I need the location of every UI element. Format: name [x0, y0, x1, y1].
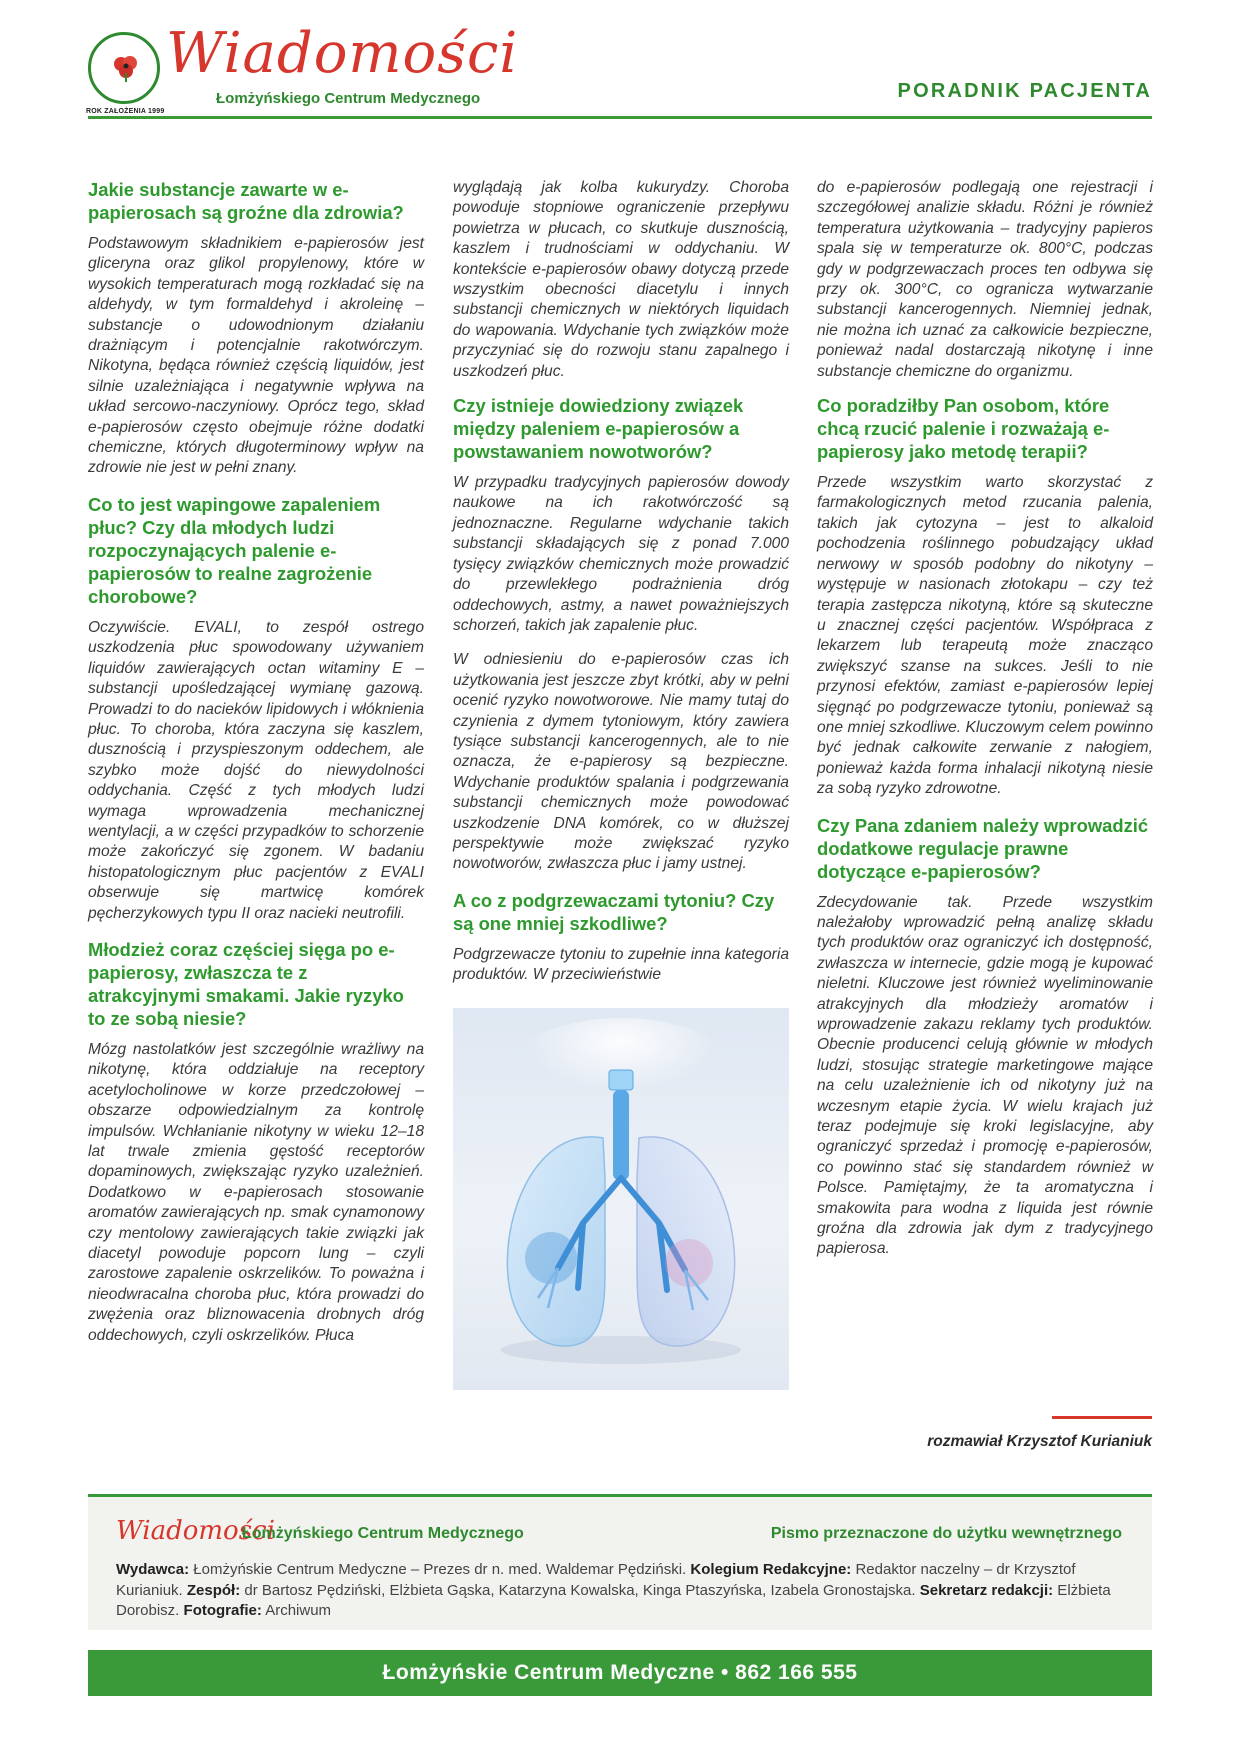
label-photos: Fotografie: [183, 1602, 262, 1619]
answer-paragraph: Przede wszystkim warto skorzystać z farmakologicznych metod rzucania palenia, takich jak cytozyna – jest to alkaloid pochodzenia roślinnego pobudzający układ nerwowy w sposób podobny do nikotyny – występuje w nasionach złotokapu – czy też terapia zastępcza nikotyną, które są skuteczne u znacznej części pacjentów. Współpraca z lekarzem lub terapeutą może znacząco zwiększyć szanse na sukces. Jeśli to nie przynosi efektów, zamiast e-papierosów lepiej sięgnąć po podgrzewacze tytoniu, ponieważ są one mniej szkodliwe. Kluczowym celem powinno być jednak całkowite zerwanie z nałogiem, ponieważ każda forma inhalacji nikotyną niesie za sobą ryzyko zdrowotne. [817, 474, 1153, 798]
column-3 [817, 178, 1153, 1274]
editorial-info [116, 1560, 1124, 1622]
question-heading: Jakie substancje zawarte w e-papierosach są groźne dla zdrowia? [88, 179, 404, 223]
footer-brand-subtitle: Łomżyńskiego Centrum Medycznego [242, 1525, 524, 1542]
question-heading: A co z podgrzewaczami tytoniu? Czy są one mniej szkodliwe? [453, 889, 775, 934]
answer-paragraph: W odniesieniu do e-papierosów czas ich użytkowania jest jeszcze zbyt krótki, aby w pełni ocenić ryzyko nowotworowe. Nie mamy tutaj do czynienia z dymem tytoniowym, który zawiera tysiące substancji kancerogennych, ale to nie oznacza, że e-papierosy są bezpieczne. Wdychanie produktów spalania i podgrzewania substancji chemicznych może powodować uszkodzenie DNA komórek, co w dłuższej perspektywie może zwiększać ryzyko nowotworów, zwłaszcza płuc i jamy ustnej. [453, 651, 789, 873]
contact-bar: Łomżyńskie Centrum Medyczne • 862 166 555 [88, 1650, 1152, 1696]
answer-paragraph: Podgrzewacze tytoniu to zupełnie inna kategoria produktów. W przeciwieństwie [453, 945, 789, 984]
answer-paragraph: wyglądają jak kolba kukurydzy. Choroba powoduje stopniowe ograniczenie przepływu powietrza w płucach, co skutkuje dusznością, kaszlem i trudnościami w oddychaniu. W kontekście e-papierosów obawy dotyczą przede wszystkim obecności diacetylu i innych substancji chemicznych w niektórych liquidach do wapowania. Wdychanie tych związków może przyczyniać się do rozwoju stanu zapalnego i uszkodzeń płuc. [453, 179, 789, 380]
question-heading: Czy istnieje dowiedziony związek między paleniem e-papierosów a powstawaniem nowotworów? [453, 395, 744, 463]
column-1 [88, 178, 424, 1360]
question-heading: Co to jest wapingowe zapaleniem płuc? Czy dla młodych ludzi rozpoczynających palenie e-papierosów to realne zagrożenie chorobowe? [88, 493, 381, 607]
logo-year: ROK ZAŁOŻENIA 1999 [86, 108, 165, 115]
masthead [86, 21, 1152, 122]
byline: rozmawiał Krzysztof Kurianiuk [927, 1433, 1152, 1450]
answer-paragraph: Podstawowym składnikiem e-papierosów jest gliceryna oraz glikol propylenowy, które w wysokich temperaturach mogą rozkładać się na aldehydy, w tym formaldehyd i akroleinę – substancje o udowodnionym działaniu drażniącym i potencjalnie rakotwórczym. Nikotyna, będąca również częścią liquidów, jest silnie uzależniająca i negatywnie wpływa na układ sercowo-naczyniowy. Oprócz tego, skład e-papierosów często obejmuje różne dodatki chemiczne, których długoterminowy wpływ na zdrowie nie jest w pełni znany. [88, 235, 424, 477]
value-photos: Archiwum [261, 1602, 332, 1619]
internal-use-note: Pismo przeznaczone do użytku wewnętrznego [770, 1525, 1122, 1542]
label-publisher: Wydawca: [116, 1561, 190, 1578]
label-editorial-board: Kolegium Redakcyjne: [690, 1561, 852, 1578]
value-team: dr Bartosz Pędziński, Elżbieta Gąska, Katarzyna Kowalska, Kinga Ptaszyńska, Izabela Gronostajska. [240, 1581, 920, 1599]
lungs-icon [453, 1008, 789, 1390]
answer-paragraph: Zdecydowanie tak. Przede wszystkim należałoby wprowadzić pełną analizę składu tych produktów oraz ograniczyć ich dostępność, zwłaszcza w internecie, gdzie mogą je kupować nieletni. Kluczowe jest również wyeliminowanie atrakcyjnych dla młodzieży aromatów i wprowadzenie zakazu reklamy tych produktów. Obecnie producenci celują głównie w młodych ludzi, stosując strategie marketingowe mające na celu uzależnienie ich od nikotyny już na wczesnym etapie życia. W wielu krajach już teraz podejmuje się kroki legislacyjne, aby ograniczyć sprzedaż i promocję e-papierosów, co powinno stać się standardem również w Polsce. Pamiętajmy, że ta aromatyczna i smakowita para wodna z liquida jest równie groźna dla zdrowia jak dym z tradycyjnego papierosa. [817, 893, 1153, 1258]
label-team: Zespół: [186, 1581, 241, 1599]
byline-divider [1052, 1416, 1152, 1419]
answer-paragraph: W przypadku tradycyjnych papierosów dowody naukowe na ich rakotwórczość są jednoznaczne. Regularne wdychanie takich substancji składających się z ponad 7.000 tysięcy związków chemicznych może prowadzić do przewlekłego podrażnienia dróg oddechowych, astmy, a nawet poważniejszych schorzeń, takich jak zapalenie płuc. [453, 474, 789, 634]
answer-paragraph: do e-papierosów podlegają one rejestracji i szczegółowej analizie składu. Różni je również temperatura użytkowania – tradycyjny papieros spala się w temperaturze ok. 800°C, podczas gdy w podgrzewaczach proces ten odbywa się przy ok. 300°C, co ogranicza wytwarzanie substancji kancerogennych. Niemniej jednak, nie można ich uznać za całkowicie bezpieczne, ponieważ nadal dostarczają nikotynę i inne substancje chemiczne do organizmu. [817, 179, 1153, 380]
section-label: PORADNIK PACJENTA [897, 80, 1152, 102]
label-secretary: Sekretarz redakcji: [919, 1581, 1054, 1599]
footer-brand: Wiadomości [116, 1516, 275, 1546]
column-2 [453, 178, 789, 1390]
value-publisher: Łomżyńskie Centrum Medyczne – Prezes dr n. med. Waldemar Pędziński. [189, 1561, 691, 1578]
question-heading: Czy Pana zdaniem należy wprowadzić dodatkowe regulacje prawne dotyczące e-papierosów? [817, 814, 1149, 882]
brand-subtitle: Łomżyńskiego Centrum Medycznego [216, 90, 481, 107]
header-divider [88, 116, 1152, 119]
answer-paragraph: Oczywiście. EVALI, to zespół ostrego uszkodzenia płuc spowodowany używaniem liquidów zawierających octan witaminy E – substancji upośledzającej wymianę gazową. Prowadzi to do nacieków lipidowych i włóknienia płuc. To choroba, która zaczyna się kaszlem, dusznością i przyspieszonym oddechem, ale szybko może dojść do niewydolności oddychania. Część z tych młodych ludzi wymaga wprowadzenia mechanicznej wentylacji, a w części przypadków to schorzenie może zakończyć się zgonem. W badaniu histopatologicznym płuc pacjentów z EVALI obserwuje się martwicę komórek pęcherzykowych typu II oraz nacieki neutrofili. [88, 618, 424, 922]
footer-info [88, 1494, 1152, 1630]
poppy-icon [111, 53, 141, 83]
footer-divider [88, 1494, 1152, 1497]
value-secretary: Elżbieta Dorobisz. [116, 1581, 1111, 1619]
answer-paragraph: Mózg nastolatków jest szczególnie wrażliwy na nikotynę, która oddziałuje na receptory acetylocholinowe w korze przedczołowej – obszarze odpowiedzialnym za kontrolę impulsów. Wchłanianie nikotyny w wieku 12–18 lat trwale zmienia gęstość receptorów dopaminowych, zwiększając ryzyko uzależnień. Dodatkowo w e-papierosach stosowanie aromatów zawierających np. smak cynamonowy czy mentolowy zawierających takie związki jak diacetyl powoduje popcorn lung – czyli zarostowe zapalenie oskrzelików. To poważna i nieodwracalna choroba płuc, która prowadzi do zwężenia oraz bliznowacenia drobnych dróg oddechowych, czyli oskrzelików. Płuca [88, 1040, 424, 1344]
brand-title: Wiadomości [166, 21, 519, 86]
lungs-illustration [453, 1008, 789, 1390]
value-editorial-board: Redaktor naczelny – dr Krzysztof Kurianiuk. [116, 1561, 1076, 1599]
logo-emblem [88, 32, 160, 104]
question-heading: Co poradziłby Pan osobom, które chcą rzucić palenie i rozważają e-papierosy jako metodę terapii? [817, 395, 1110, 463]
question-heading: Młodzież coraz częściej sięga po e-papierosy, zwłaszcza te z atrakcyjnymi smakami. Jakie ryzyko to ze sobą niesie? [88, 938, 404, 1029]
